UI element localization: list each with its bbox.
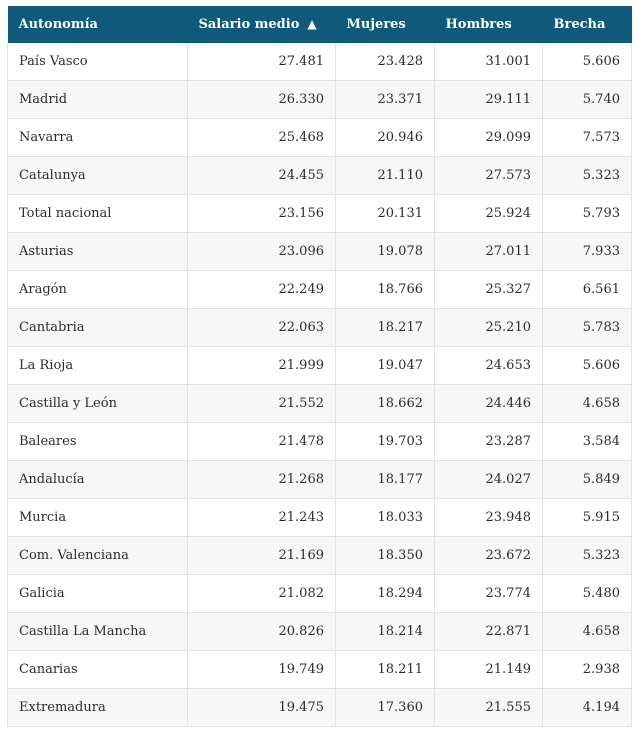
cell-salario-medio: 22.063 (188, 309, 336, 347)
cell-autonomia: Total nacional (8, 195, 188, 233)
column-header-label: Brecha (553, 17, 606, 32)
table-row (8, 689, 632, 727)
cell-hombres: 25.210 (435, 309, 543, 347)
cell-mujeres: 19.047 (336, 347, 435, 385)
cell-mujeres: 18.177 (336, 461, 435, 499)
cell-autonomia: Castilla La Mancha (8, 613, 188, 651)
cell-salario-medio: 21.243 (188, 499, 336, 537)
cell-hombres: 23.948 (435, 499, 543, 537)
cell-salario-medio: 22.249 (188, 271, 336, 309)
sort-ascending-icon: ▲ (307, 17, 317, 31)
cell-autonomia: Com. Valenciana (8, 537, 188, 575)
cell-hombres: 24.653 (435, 347, 543, 385)
table-row (8, 81, 632, 119)
cell-hombres: 23.774 (435, 575, 543, 613)
table-row (8, 43, 632, 81)
cell-mujeres: 23.428 (336, 43, 435, 81)
column-header-mujeres[interactable] (336, 6, 435, 43)
column-header-label: Salario medio (198, 17, 300, 32)
cell-brecha: 5.606 (543, 347, 632, 385)
cell-salario-medio: 21.999 (188, 347, 336, 385)
cell-autonomia: País Vasco (8, 43, 188, 81)
column-header-autonomia[interactable] (8, 6, 188, 43)
table-row (8, 119, 632, 157)
cell-brecha: 4.658 (543, 385, 632, 423)
cell-brecha: 7.573 (543, 119, 632, 157)
cell-brecha: 2.938 (543, 651, 632, 689)
table-row (8, 195, 632, 233)
cell-hombres: 27.011 (435, 233, 543, 271)
cell-hombres: 25.924 (435, 195, 543, 233)
table-header (8, 6, 632, 43)
cell-mujeres: 20.946 (336, 119, 435, 157)
column-header-label: Autonomía (18, 17, 98, 32)
cell-mujeres: 19.703 (336, 423, 435, 461)
table-row (8, 347, 632, 385)
cell-brecha: 5.606 (543, 43, 632, 81)
cell-hombres: 27.573 (435, 157, 543, 195)
cell-brecha: 3.584 (543, 423, 632, 461)
cell-salario-medio: 25.468 (188, 119, 336, 157)
cell-salario-medio: 27.481 (188, 43, 336, 81)
salary-table (7, 6, 632, 727)
cell-autonomia: Aragón (8, 271, 188, 309)
cell-autonomia: Asturias (8, 233, 188, 271)
cell-salario-medio: 23.096 (188, 233, 336, 271)
cell-brecha: 5.915 (543, 499, 632, 537)
cell-salario-medio: 26.330 (188, 81, 336, 119)
cell-salario-medio: 21.082 (188, 575, 336, 613)
cell-mujeres: 18.217 (336, 309, 435, 347)
table-row (8, 385, 632, 423)
cell-salario-medio: 24.455 (188, 157, 336, 195)
cell-brecha: 7.933 (543, 233, 632, 271)
cell-hombres: 24.446 (435, 385, 543, 423)
cell-salario-medio: 23.156 (188, 195, 336, 233)
cell-hombres: 24.027 (435, 461, 543, 499)
cell-autonomia: Murcia (8, 499, 188, 537)
table-row (8, 309, 632, 347)
cell-mujeres: 18.214 (336, 613, 435, 651)
cell-autonomia: Cantabria (8, 309, 188, 347)
cell-mujeres: 18.294 (336, 575, 435, 613)
cell-mujeres: 20.131 (336, 195, 435, 233)
table-row (8, 233, 632, 271)
column-header-label: Mujeres (346, 17, 406, 32)
cell-autonomia: Extremadura (8, 689, 188, 727)
cell-brecha: 5.849 (543, 461, 632, 499)
cell-mujeres: 17.360 (336, 689, 435, 727)
cell-mujeres: 23.371 (336, 81, 435, 119)
table-row (8, 651, 632, 689)
cell-autonomia: Catalunya (8, 157, 188, 195)
table-row (8, 499, 632, 537)
cell-mujeres: 18.350 (336, 537, 435, 575)
cell-brecha: 4.194 (543, 689, 632, 727)
cell-hombres: 21.149 (435, 651, 543, 689)
cell-autonomia: La Rioja (8, 347, 188, 385)
cell-autonomia: Baleares (8, 423, 188, 461)
cell-mujeres: 21.110 (336, 157, 435, 195)
cell-brecha: 5.480 (543, 575, 632, 613)
cell-hombres: 22.871 (435, 613, 543, 651)
cell-autonomia: Canarias (8, 651, 188, 689)
cell-hombres: 23.287 (435, 423, 543, 461)
column-header-label: Hombres (445, 17, 512, 32)
table-row (8, 537, 632, 575)
cell-brecha: 5.323 (543, 537, 632, 575)
table-row (8, 575, 632, 613)
cell-hombres: 29.099 (435, 119, 543, 157)
cell-brecha: 5.783 (543, 309, 632, 347)
cell-mujeres: 18.662 (336, 385, 435, 423)
header-row (8, 6, 632, 43)
cell-mujeres: 18.033 (336, 499, 435, 537)
cell-brecha: 5.740 (543, 81, 632, 119)
cell-mujeres: 18.766 (336, 271, 435, 309)
cell-hombres: 31.001 (435, 43, 543, 81)
cell-salario-medio: 21.552 (188, 385, 336, 423)
cell-hombres: 23.672 (435, 537, 543, 575)
column-header-hombres[interactable] (435, 6, 543, 43)
cell-salario-medio: 19.749 (188, 651, 336, 689)
cell-mujeres: 19.078 (336, 233, 435, 271)
cell-salario-medio: 21.169 (188, 537, 336, 575)
cell-brecha: 4.658 (543, 613, 632, 651)
cell-brecha: 5.793 (543, 195, 632, 233)
cell-autonomia: Galicia (8, 575, 188, 613)
cell-mujeres: 18.211 (336, 651, 435, 689)
table-row (8, 613, 632, 651)
cell-salario-medio: 21.478 (188, 423, 336, 461)
table-row (8, 423, 632, 461)
cell-hombres: 25.327 (435, 271, 543, 309)
salary-table-container (7, 6, 631, 727)
cell-hombres: 29.111 (435, 81, 543, 119)
table-row (8, 157, 632, 195)
cell-autonomia: Madrid (8, 81, 188, 119)
cell-autonomia: Castilla y León (8, 385, 188, 423)
cell-brecha: 6.561 (543, 271, 632, 309)
cell-salario-medio: 19.475 (188, 689, 336, 727)
column-header-brecha[interactable] (543, 6, 632, 43)
table-row (8, 271, 632, 309)
cell-autonomia: Navarra (8, 119, 188, 157)
cell-salario-medio: 20.826 (188, 613, 336, 651)
table-body (8, 43, 632, 727)
column-header-salario-medio[interactable] (188, 6, 336, 43)
cell-autonomia: Andalucía (8, 461, 188, 499)
cell-salario-medio: 21.268 (188, 461, 336, 499)
cell-hombres: 21.555 (435, 689, 543, 727)
cell-brecha: 5.323 (543, 157, 632, 195)
table-row (8, 461, 632, 499)
